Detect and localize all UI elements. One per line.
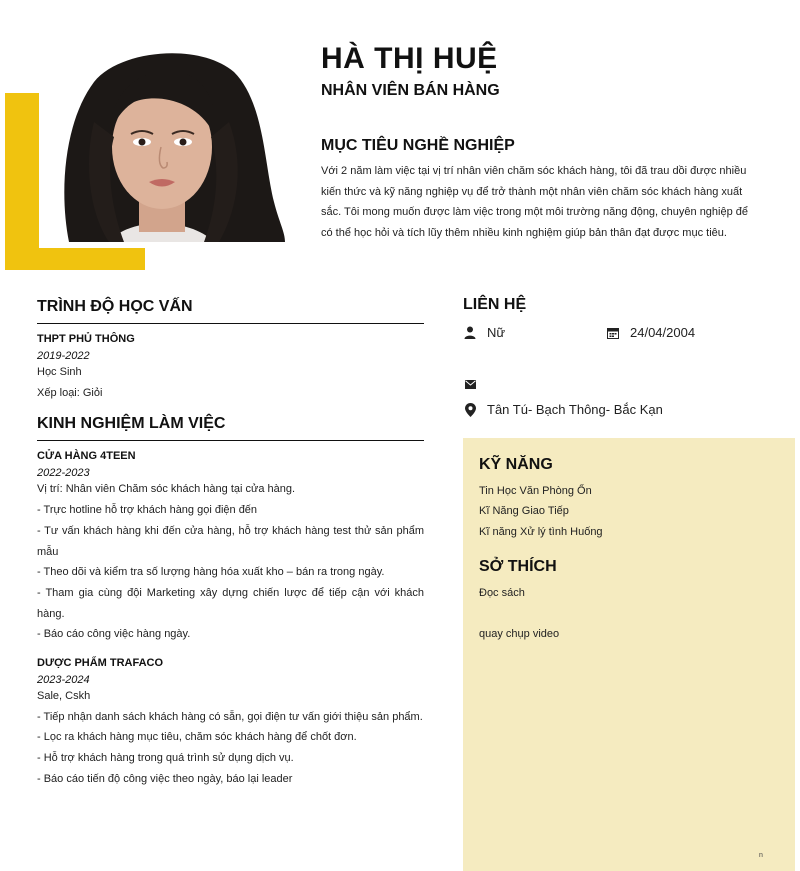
education-period: 2019-2022 — [37, 350, 90, 362]
candidate-name: HÀ THỊ HUỆ — [321, 42, 498, 75]
experience-period: 2022-2023 — [37, 467, 90, 480]
contact-address — [463, 402, 663, 417]
location-pin-icon — [463, 403, 477, 417]
skill-item: Kĩ năng Xử lý tình Huống — [479, 526, 603, 538]
experience-line: - Tiếp nhận danh sách khách hàng có sẵn, gọi điện tư vấn giới thiệu sản phẩm. — [37, 710, 423, 723]
hobby-item: Đọc sách — [479, 587, 525, 599]
skill-item: Kĩ Năng Giao Tiếp — [479, 505, 569, 517]
school-name: THPT PHỦ THÔNG — [37, 333, 135, 345]
mail-icon — [463, 377, 477, 391]
user-icon — [463, 326, 477, 340]
experience-line: - Hỗ trợ khách hàng trong quá trình sử dụng dịch vụ. — [37, 752, 294, 765]
education-grade: Xếp loại: Giỏi — [37, 386, 103, 399]
accent-bar-vertical — [5, 93, 39, 270]
experience-line: - Lọc ra khách hàng mục tiêu, chăm sóc khách hàng để chốt đơn. — [37, 731, 357, 744]
hobbies-heading: SỞ THÍCH — [479, 558, 557, 575]
contact-gender — [463, 325, 505, 340]
birthdate-value: 24/04/2004 — [630, 325, 696, 340]
skills-hobbies-panel — [463, 438, 795, 871]
experience-entry — [37, 657, 424, 790]
left-column — [37, 298, 424, 802]
experience-line: - Tham gia cùng đội Marketing xây dựng chiến lược để tiếp cận với khách hàng. — [37, 586, 424, 620]
experience-line: Sale, Cskh — [37, 690, 91, 703]
experience-entry — [37, 450, 424, 645]
experience-heading: KINH NGHIỆM LÀM VIỆC — [37, 415, 424, 441]
education-entry — [37, 333, 424, 403]
address-value: Tân Tú- Bạch Thông- Bắc Kạn — [487, 402, 663, 417]
skills-heading: KỸ NĂNG — [479, 456, 553, 473]
hobby-item: quay chụp video — [479, 628, 560, 640]
experience-line: - Trực hotline hỗ trợ khách hàng gọi điện đến — [37, 504, 258, 517]
experience-line: - Tư vấn khách hàng khi đến cửa hàng, hỗ trợ khách hàng test thử sản phẩm mẫu — [37, 524, 424, 558]
objective-heading: MỤC TIÊU NGHỀ NGHIỆP — [321, 137, 515, 154]
company-name: DƯỢC PHẨM TRAFACO — [37, 657, 164, 670]
skill-item: Tin Học Văn Phòng Ổn — [479, 485, 592, 497]
job-title: NHÂN VIÊN BÁN HÀNG — [321, 82, 500, 99]
profile-photo — [39, 42, 285, 242]
contact-birthdate — [606, 325, 695, 340]
gender-value: Nữ — [487, 325, 506, 340]
experience-line: - Theo dõi và kiểm tra số lượng hàng hóa xuất kho – bán ra trong ngày. — [37, 566, 385, 579]
objective-text: Với 2 năm làm việc tại vị trí nhân viên chăm sóc khách hàng, tôi đã trau dồi được nhiều kiến thức và kỹ năng nghiệp vụ để trở thành một nhân viên chăm sóc khách hàng xuất sắc. Tôi mong muốn được làm việc trong một môi trường năng động, chuyên nghiệp để có thể học hỏi và tích lũy thêm nhiều kinh nghiệm giúp bản thân đạt được mục tiêu. — [321, 165, 749, 240]
company-name: CỬA HÀNG 4TEEN — [37, 450, 136, 463]
education-role: Học Sinh — [37, 366, 82, 378]
contact-email[interactable] — [463, 377, 487, 391]
calendar-icon — [606, 326, 620, 340]
education-heading: TRÌNH ĐỘ HỌC VẤN — [37, 298, 424, 324]
experience-line: - Báo cáo tiến độ công việc theo ngày, báo lại leader — [37, 772, 293, 785]
accent-bar-horizontal — [5, 248, 145, 270]
experience-line: - Báo cáo công việc hàng ngày. — [37, 628, 191, 641]
contact-heading: LIÊN HỆ — [463, 296, 527, 313]
experience-line: Vị trí: Nhân viên Chăm sóc khách hàng tại cửa hàng. — [37, 483, 296, 496]
experience-period: 2023-2024 — [37, 674, 90, 687]
footer-mark: n — [759, 852, 763, 859]
